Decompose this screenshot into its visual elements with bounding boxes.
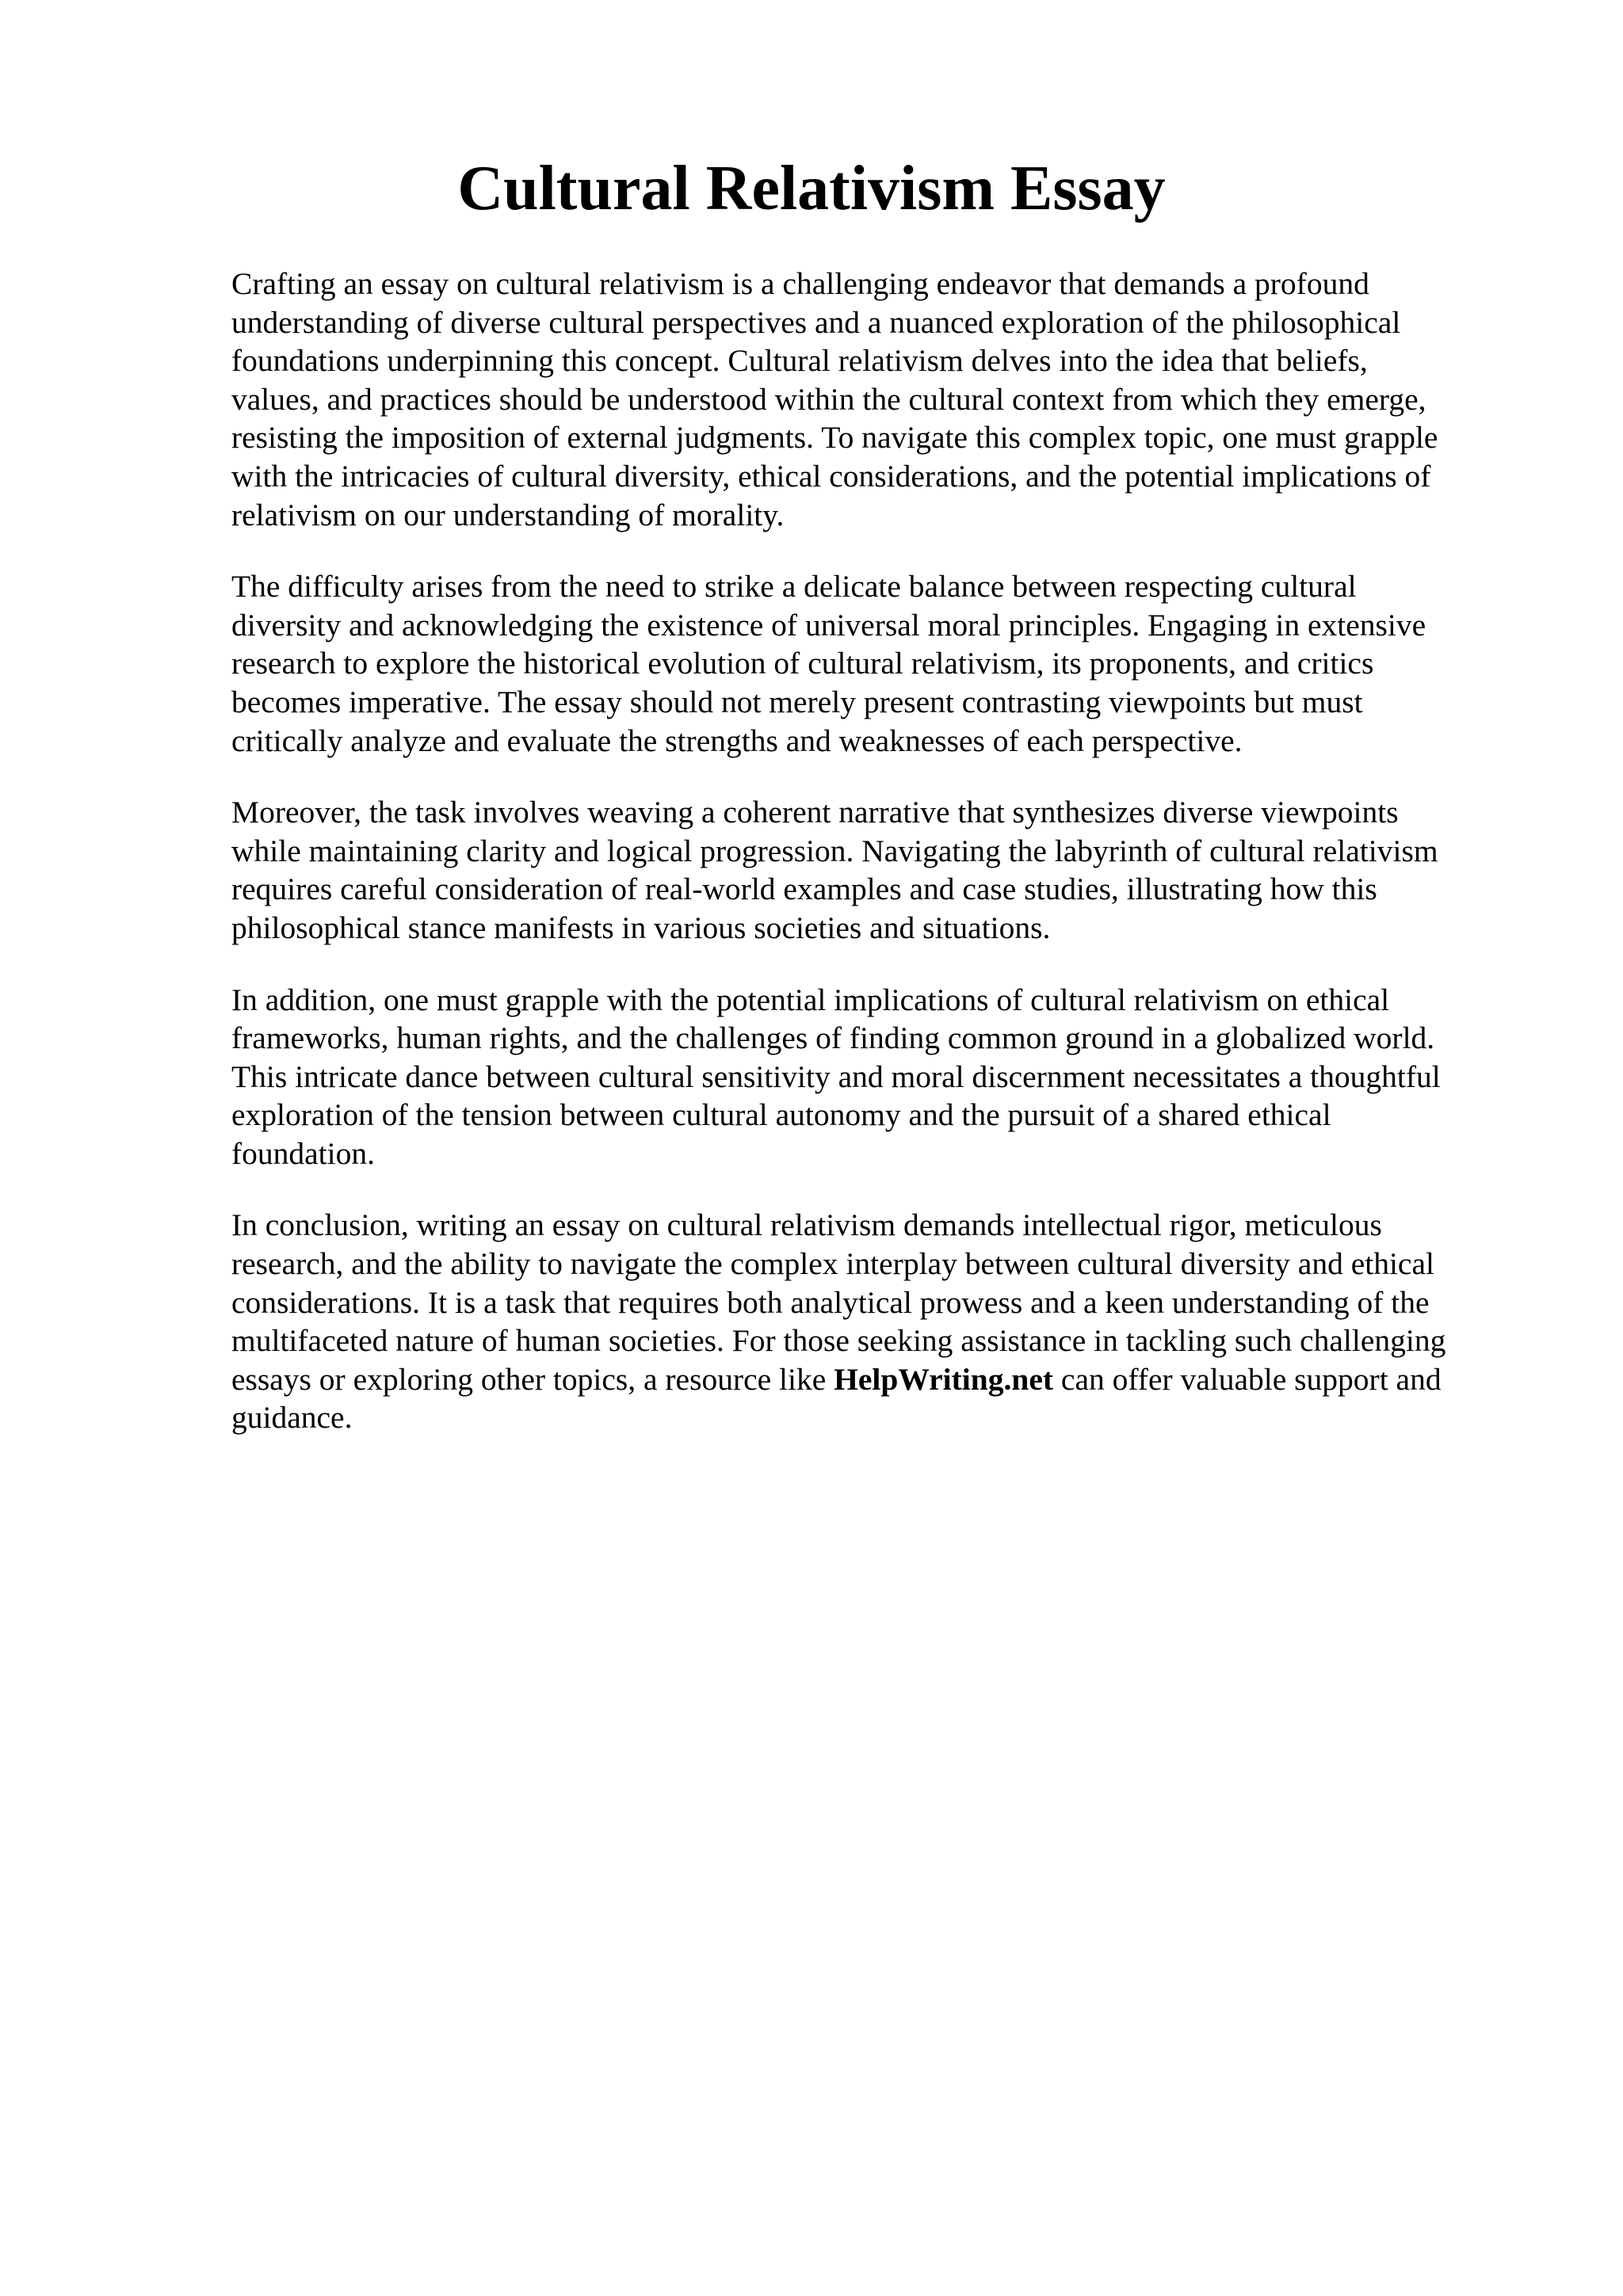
document-body <box>231 265 1507 1470</box>
paragraph-5-line: guidance. <box>231 1400 353 1436</box>
paragraph-2-line: becomes imperative. The essay should not merely present contrasting viewpoints but must <box>231 684 1363 719</box>
paragraph-1-line: relativism on our understanding of morality. <box>231 497 785 532</box>
paragraph-1-line: values, and practices should be understood within the cultural context from which they emerge, <box>231 381 1426 417</box>
paragraph-3 <box>231 793 1507 947</box>
paragraph-4-line: foundation. <box>231 1135 376 1171</box>
paragraph-1-line: foundations underpinning this concept. Cultural relativism delves into the idea that beliefs, <box>231 343 1368 379</box>
paragraph-3-line: Moreover, the task involves weaving a coherent narrative that synthesizes diverse viewpoints <box>231 795 1399 830</box>
paragraph-5-line-with-link <box>231 1360 1507 1399</box>
paragraph-5-text-before-link: essays or exploring other topics, a resource like <box>231 1361 834 1397</box>
paragraph-1-line: resisting the imposition of external judgments. To navigate this complex topic, one must grapple <box>231 420 1438 456</box>
paragraph-2-line: critically analyze and evaluate the strengths and weaknesses of each perspective. <box>231 723 1243 758</box>
paragraph-1 <box>231 265 1507 534</box>
paragraph-2-line: The difficulty arises from the need to strike a delicate balance between respecting cultural <box>231 569 1357 605</box>
paragraph-3-line: philosophical stance manifests in various societies and situations. <box>231 910 1051 945</box>
paragraph-5-line: multifaceted nature of human societies. For those seeking assistance in tackling such challenging <box>231 1323 1446 1359</box>
paragraph-4-line: In addition, one must grapple with the potential implications of cultural relativism on ethical <box>231 982 1390 1017</box>
paragraph-5 <box>231 1206 1507 1437</box>
paragraph-2-line: research to explore the historical evolution of cultural relativism, its proponents, and critics <box>231 646 1374 681</box>
paragraph-5-line: In conclusion, writing an essay on cultural relativism demands intellectual rigor, meticulous <box>231 1207 1382 1243</box>
paragraph-1-line: understanding of diverse cultural perspectives and a nuanced exploration of the philosophical <box>231 304 1401 340</box>
paragraph-1-line: Crafting an essay on cultural relativism is a challenging endeavor that demands a profound <box>231 266 1369 301</box>
paragraph-4-line: This intricate dance between cultural sensitivity and moral discernment necessitates a thoughtful <box>231 1058 1441 1094</box>
paragraph-4-line: frameworks, human rights, and the challenges of finding common ground in a globalized world. <box>231 1020 1435 1056</box>
paragraph-4 <box>231 981 1507 1173</box>
paragraph-4-line: exploration of the tension between cultural autonomy and the pursuit of a shared ethical <box>231 1097 1331 1133</box>
paragraph-5-text-after-link: can offer valuable support and <box>1053 1361 1442 1397</box>
helpwriting-link[interactable]: HelpWriting.net <box>834 1361 1054 1397</box>
paragraph-2 <box>231 567 1507 760</box>
paragraph-5-line: considerations. It is a task that requires both analytical prowess and a keen understanding of the <box>231 1284 1430 1320</box>
paragraph-3-line: requires careful consideration of real-world examples and case studies, illustrating how this <box>231 871 1377 907</box>
paragraph-2-line: diversity and acknowledging the existence of universal moral principles. Engaging in extensive <box>231 607 1426 643</box>
paragraph-5-line: research, and the ability to navigate the complex interplay between cultural diversity and ethical <box>231 1246 1434 1282</box>
paragraph-3-line: while maintaining clarity and logical progression. Navigating the labyrinth of cultural relativism <box>231 833 1438 868</box>
paragraph-1-line: with the intricacies of cultural diversity, ethical considerations, and the potential implications of <box>231 458 1431 494</box>
document-title: Cultural Relativism Essay <box>457 154 1166 223</box>
